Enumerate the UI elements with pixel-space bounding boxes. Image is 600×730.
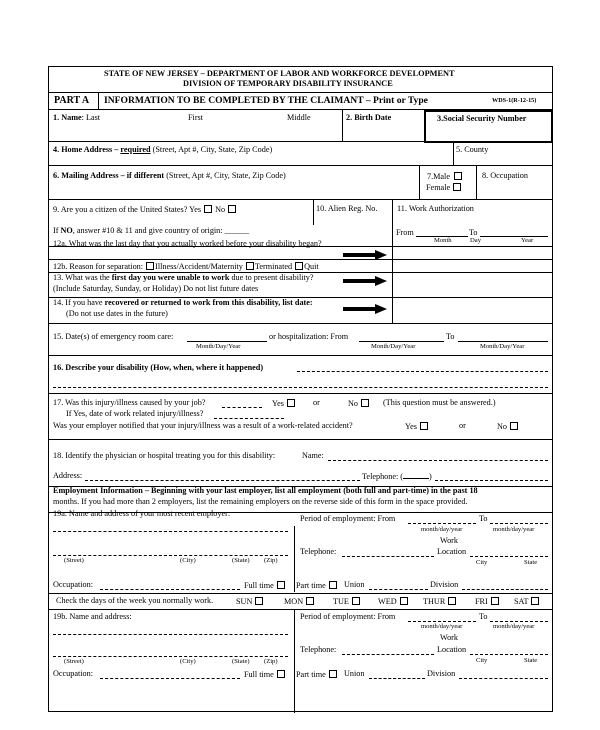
work-location-label: Location xyxy=(437,645,467,654)
day-thur[interactable]: THUR xyxy=(423,597,457,606)
employer-telephone: Telephone: xyxy=(300,547,337,556)
female-option[interactable]: Female xyxy=(426,183,462,192)
occupation-19b: Occupation: xyxy=(53,669,94,678)
home-address-field[interactable]: 4. Home Address – required (Street, Apt #, City, State, Zip Code) xyxy=(53,145,273,154)
alien-reg-field[interactable]: 10. Alien Reg. No. xyxy=(316,204,378,213)
division-19b: Division xyxy=(427,669,456,678)
job-caused-no[interactable]: No xyxy=(348,399,370,408)
year-label: Year xyxy=(521,237,534,244)
zip-label: (Zip) xyxy=(264,658,278,665)
job-caused-yes[interactable]: Yes xyxy=(272,399,296,408)
notified-or: or xyxy=(459,421,466,430)
middle-name-label: Middle xyxy=(287,113,311,122)
job-caused-or: or xyxy=(313,398,320,407)
state-label: (State) xyxy=(232,557,250,564)
header-line2: DIVISION OF TEMPORARY DISABILITY INSURANCE xyxy=(183,79,393,88)
day-tue[interactable]: TUE xyxy=(333,597,361,606)
period-from-label: Period of employment: From xyxy=(300,612,396,621)
division-19a: Division xyxy=(430,580,459,589)
first-day-note: (Include Saturday, Sunday, or Holiday) Do not list future dates xyxy=(53,284,259,293)
day-mon[interactable]: MON xyxy=(284,597,315,606)
arrow-icon xyxy=(343,304,387,314)
employment-info-line2: months. If you had more than 2 employers, list the remaining employers on the reverse side of this form in the space provided. xyxy=(53,497,468,506)
work-auth-from: From xyxy=(396,228,414,237)
day-fri[interactable]: FRI xyxy=(475,597,500,606)
day-wed[interactable]: WED xyxy=(378,597,409,606)
injury-date-question: If Yes, date of work related injury/illness? xyxy=(66,409,204,418)
female-checkbox xyxy=(453,183,461,191)
work-label: Work xyxy=(440,633,458,642)
state-label: (State) xyxy=(232,658,250,665)
work-auth-field[interactable]: 11. Work Authorization xyxy=(397,204,474,213)
part-a-title: INFORMATION TO BE COMPLETED BY THE CLAIMANT – Print or Type xyxy=(104,95,428,106)
first-day-unable: 13. What was the first day you were unable to work due to present disability? xyxy=(53,273,314,282)
occupation-19a: Occupation: xyxy=(53,580,94,589)
hospital-to-label: To xyxy=(446,332,455,341)
parttime-19b[interactable]: Part time xyxy=(296,670,338,679)
employment-info-line1: Employment Information – Beginning with your last employer, list all employment (both full and part-time) in the past 18 xyxy=(53,486,478,495)
arrow-icon xyxy=(343,250,387,260)
illness-checkbox[interactable] xyxy=(146,262,154,270)
union-19b: Union xyxy=(344,669,365,678)
separation-reason: 12b. Reason for separation: Illness/Accident/Maternity Terminated Quit xyxy=(53,262,319,271)
birth-date-field[interactable]: 2. Birth Date xyxy=(346,113,392,122)
from-date-format: Month/Day/Year xyxy=(371,343,416,350)
citizen-yes-checkbox[interactable] xyxy=(204,205,212,213)
terminated-checkbox[interactable] xyxy=(246,262,254,270)
city-label: (City) xyxy=(180,557,196,564)
job-caused-question: 17. Was this injury/illness caused by your job? xyxy=(53,398,206,407)
physician-name-label: Name: xyxy=(302,451,324,460)
physician-telephone[interactable]: Telephone: ( ) xyxy=(362,472,432,481)
period-from-format: month/day/year xyxy=(421,623,463,630)
month-label: Month xyxy=(434,237,452,244)
period-to-format: month/day/year xyxy=(493,623,535,630)
period-to-format: month/day/year xyxy=(493,526,535,533)
male-option[interactable]: 7.Male xyxy=(427,172,463,181)
period-to-label: To xyxy=(479,514,488,523)
form-id: WDS-1(R-12-15) xyxy=(492,97,537,104)
hospital-from-label: or hospitalization: From xyxy=(269,332,349,341)
state2-label: State xyxy=(524,657,538,664)
city2-label: City xyxy=(476,559,488,566)
citizen-origin[interactable]: If NO, answer #10 & 11 and give country of origin: ______ xyxy=(53,226,250,235)
city-label: (City) xyxy=(180,658,196,665)
work-label: Work xyxy=(440,536,458,545)
notified-no[interactable]: No xyxy=(497,422,519,431)
period-from-format: month/day/year xyxy=(421,526,463,533)
physician-label: 18. Identify the physician or hospital treating you for this disability: xyxy=(53,451,276,460)
quit-checkbox[interactable] xyxy=(295,262,303,270)
employer-19a-label: 19a. Name and address of your most recent employer: xyxy=(53,509,231,518)
describe-disability: 16. Describe your disability (How, when, where it happened) xyxy=(53,363,264,372)
fulltime-19a[interactable]: Full time xyxy=(244,581,286,590)
arrow-icon xyxy=(343,276,387,286)
union-19a: Union xyxy=(344,580,365,589)
recovered-date: 14. If you have recovered or returned to work from this disability, list date: xyxy=(53,298,313,307)
er-care-label: 15. Date(s) of emergency room care: xyxy=(53,332,174,341)
day-label: Day xyxy=(470,237,481,244)
zip-label: (Zip) xyxy=(264,557,278,564)
street-label: (Street) xyxy=(64,658,84,665)
city2-label: City xyxy=(476,657,488,664)
name-field[interactable]: 1. Name: Last xyxy=(53,113,101,122)
ssn-label: 3.Social Security Number xyxy=(437,114,527,123)
parttime-19a[interactable]: Part time xyxy=(296,581,338,590)
part-a-label: PART A xyxy=(54,95,90,106)
occupation-field[interactable]: 8. Occupation xyxy=(482,171,528,180)
first-name-label: First xyxy=(188,113,204,122)
days-worked-label: Check the days of the week you normally work. xyxy=(56,596,214,605)
to-date-format: Month/Day/Year xyxy=(480,343,525,350)
state2-label: State xyxy=(524,559,538,566)
period-from-label: Period of employment: From xyxy=(300,514,396,523)
physician-address-label: Address: xyxy=(53,471,83,480)
employer-19b-label: 19b. Name and address: xyxy=(53,612,132,621)
employer-notified-question: Was your employer notified that your injury/illness was a result of a work-related accident? xyxy=(53,421,353,430)
recovered-note: (Do not use dates in the future) xyxy=(66,309,168,318)
header-line1: STATE OF NEW JERSEY – DEPARTMENT OF LABOR AND WORKFORCE DEVELOPMENT xyxy=(104,69,455,78)
period-to-label: To xyxy=(479,612,488,621)
mailing-address-field[interactable]: 6. Mailing Address – if different (Street, Apt #, City, State, Zip Code) xyxy=(53,171,286,180)
last-day-worked: 12a. What was the last day that you actually worked before your disability began? xyxy=(53,239,322,248)
county-field[interactable]: 5. County xyxy=(456,145,489,154)
work-location-label: Location xyxy=(437,547,467,556)
street-label: (Street) xyxy=(64,557,84,564)
er-date-format: Month/Day/Year xyxy=(196,343,241,350)
day-sun[interactable]: SUN xyxy=(236,597,264,606)
day-sat[interactable]: SAT xyxy=(514,597,540,606)
notified-yes[interactable]: Yes xyxy=(405,422,429,431)
must-answer-note: (This question must be answered.) xyxy=(383,398,496,407)
fulltime-19b[interactable]: Full time xyxy=(244,670,286,679)
male-checkbox xyxy=(454,172,462,180)
employer-telephone: Telephone: xyxy=(300,645,337,654)
citizen-no-checkbox[interactable] xyxy=(228,205,236,213)
citizen-question: 9. Are you a citizen of the United States? Yes No xyxy=(53,205,237,214)
work-auth-to: To xyxy=(469,228,478,237)
